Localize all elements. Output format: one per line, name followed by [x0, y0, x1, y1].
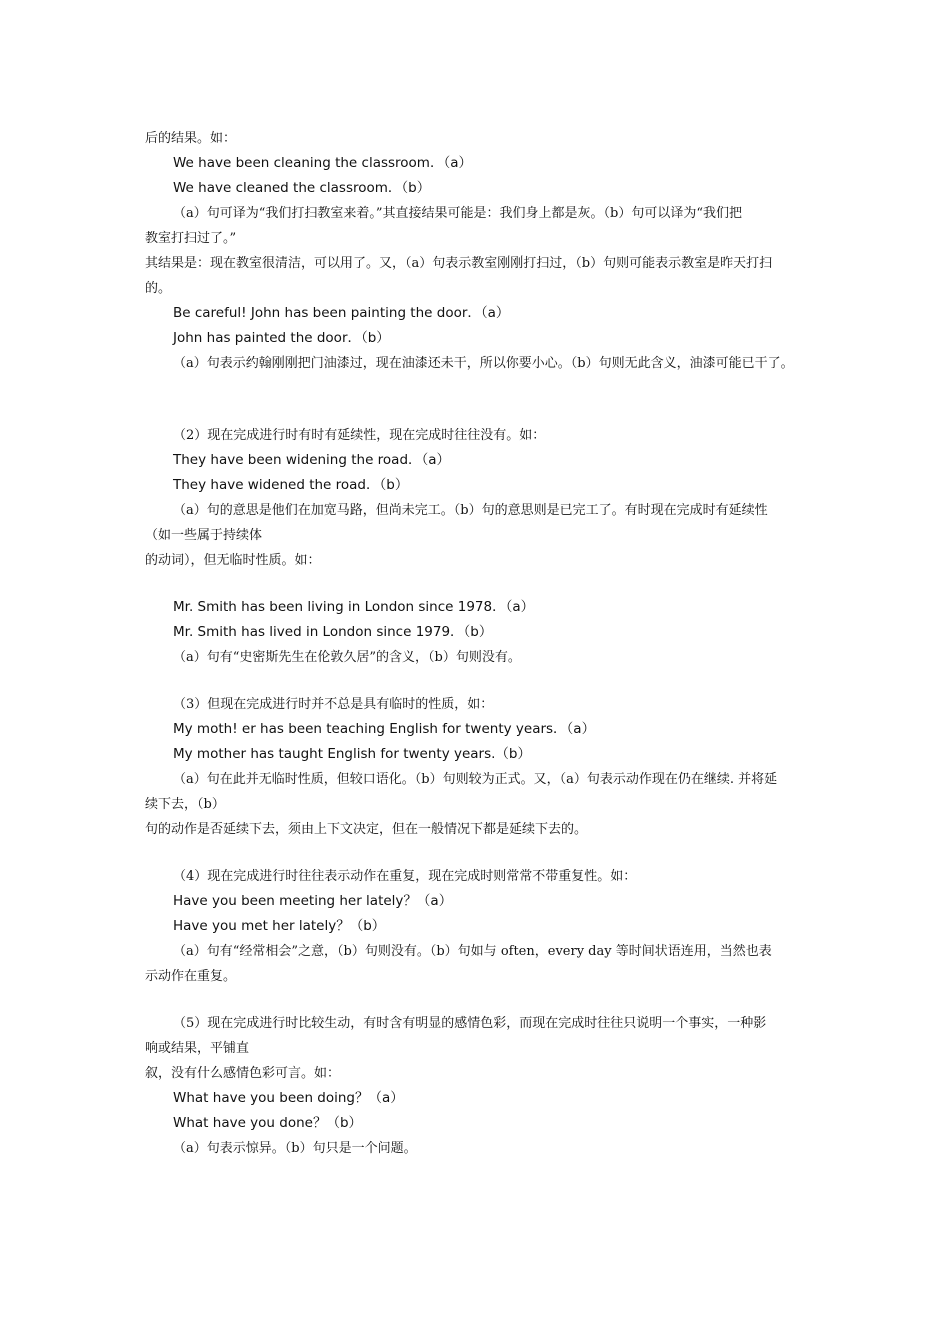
example-sentence: Be careful! John has been painting the door．（a）	[173, 305, 510, 321]
text-line: 续下去，（b）	[145, 797, 225, 812]
text-line: （a）句的意思是他们在加宽马路，但尚未完工。（b）句的意思则是已完工了。有时现在完成时有延续性	[173, 503, 768, 518]
text-line: 的。	[145, 281, 172, 296]
example-sentence: Mr. Smith has been living in London since 1978．（a）	[173, 599, 535, 615]
section-heading: （2）现在完成进行时有时有延续性，现在完成时往往没有。如：	[173, 428, 546, 443]
example-sentence: They have been widening the road．（a）	[173, 452, 451, 468]
text-line: 句的动作是否延续下去，须由上下文决定，但在一般情况下都是延续下去的。	[145, 822, 588, 837]
text-line: 示动作在重复。	[145, 969, 237, 984]
example-sentence: John has painted the door．（b）	[173, 330, 390, 346]
example-sentence: Have you been meeting her lately？（a）	[173, 893, 453, 909]
paragraph-gap	[145, 670, 835, 692]
example-sentence: What have you been doing？（a）	[173, 1090, 404, 1106]
paragraph-gap	[145, 376, 835, 423]
text-line: 后的结果。如：	[145, 131, 237, 146]
text-line: （a）句可译为“我们打扫教室来着。”其直接结果可能是：我们身上都是灰。（b）句可以译为“我们把	[173, 206, 743, 221]
example-sentence: Have you met her lately？（b）	[173, 918, 386, 934]
text-line: 响或结果，平铺直	[145, 1041, 250, 1056]
text-line: 教室打扫过了。”	[145, 231, 237, 246]
text-line: （a）句在此并无临时性质，但较口语化。（b）句则较为正式。又，（a）句表示动作现在仍在继续. 并将延	[173, 772, 778, 787]
example-sentence: They have widened the road．（b）	[173, 477, 409, 493]
text-line: 的动词），但无临时性质。如：	[145, 553, 321, 568]
paragraph-gap	[145, 842, 835, 864]
text-line: 其结果是：现在教室很清洁，可以用了。又，（a）句表示教室刚刚打扫过，（b）句则可能表示教室是昨天打扫	[145, 256, 773, 271]
text-line: （a）句表示约翰刚刚把门油漆过，现在油漆还未干，所以你要小心。（b）句则无此含义，油漆可能已干了。	[173, 356, 794, 371]
example-sentence: We have been cleaning the classroom．（a）	[173, 155, 472, 171]
example-sentence: We have cleaned the classroom．（b）	[173, 180, 431, 196]
text-line: （如一些属于持续体	[145, 528, 263, 543]
example-sentence: My mother has taught English for twenty years.（b）	[173, 746, 531, 762]
paragraph-gap	[145, 573, 835, 595]
section-heading: （3）但现在完成进行时并不总是具有临时的性质，如：	[173, 697, 494, 712]
example-sentence: What have you done？（b）	[173, 1115, 363, 1131]
section-heading: （4）现在完成进行时往往表示动作在重复，现在完成时则常常不带重复性。如：	[173, 869, 637, 884]
text-line: （a）句有“经常相会”之意，（b）句则没有。（b）句如与 often，every day 等时间状语连用，当然也表	[173, 944, 772, 959]
section-heading: （5）现在完成进行时比较生动，有时含有明显的感情色彩，而现在完成时往往只说明一个事实，一种影	[173, 1016, 767, 1031]
document-body	[145, 126, 835, 1161]
example-sentence: Mr. Smith has lived in London since 1979．（b）	[173, 624, 493, 640]
text-line: （a）句有“史密斯先生在伦敦久居”的含义，（b）句则没有。	[173, 650, 521, 665]
example-sentence: My moth! er has been teaching English for twenty years．（a）	[173, 721, 596, 737]
text-line: 叙，没有什么感情色彩可言。如：	[145, 1066, 341, 1081]
text-line: （a）句表示惊异。（b）句只是一个问题。	[173, 1141, 417, 1156]
paragraph-gap	[145, 989, 835, 1011]
